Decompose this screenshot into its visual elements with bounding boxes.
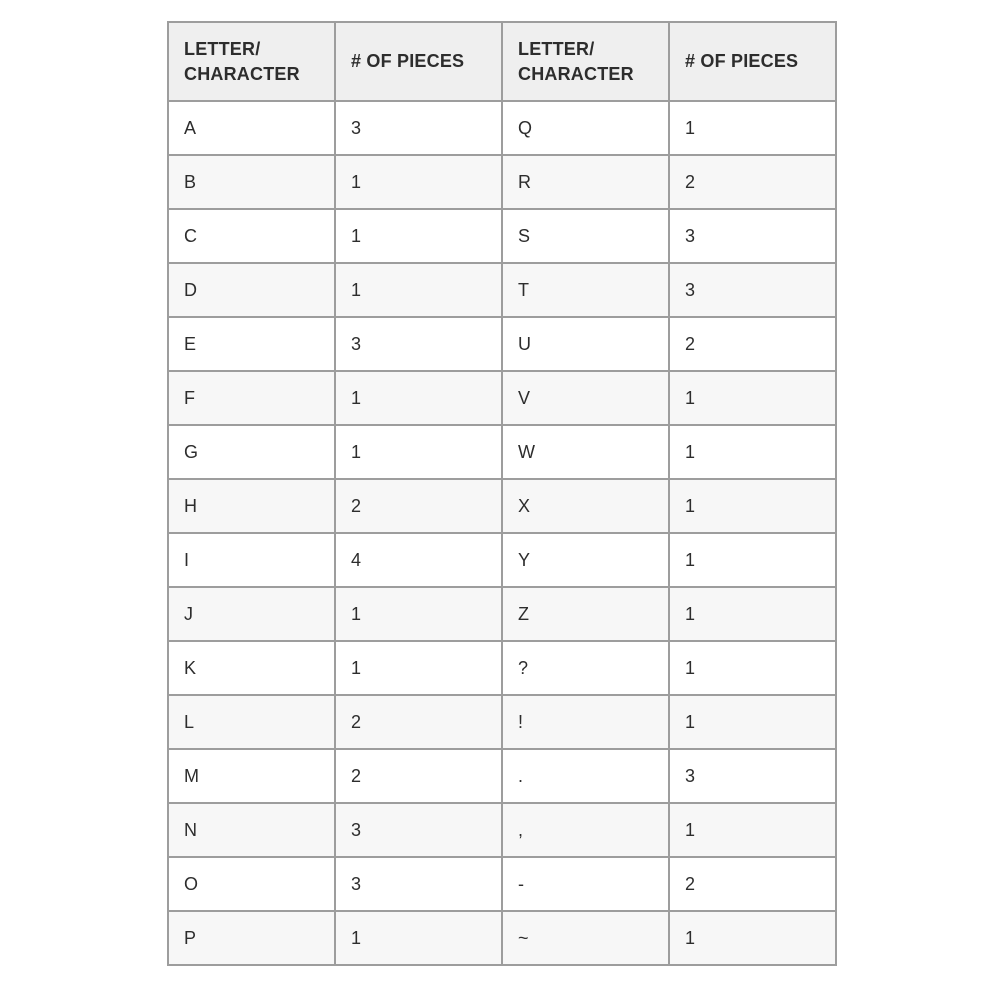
character-cell: H (168, 479, 335, 533)
pieces-cell: 3 (669, 263, 836, 317)
pieces-cell: 3 (335, 317, 502, 371)
pieces-cell: 1 (669, 695, 836, 749)
character-cell: - (502, 857, 669, 911)
pieces-cell: 1 (669, 101, 836, 155)
character-cell: T (502, 263, 669, 317)
character-cell: M (168, 749, 335, 803)
pieces-cell: 3 (335, 101, 502, 155)
pieces-cell: 2 (335, 695, 502, 749)
character-cell: X (502, 479, 669, 533)
pieces-cell: 1 (335, 371, 502, 425)
header-line: # OF PIECES (685, 51, 799, 72)
table-row (168, 263, 836, 317)
character-cell: C (168, 209, 335, 263)
table-row (168, 371, 836, 425)
character-cell: R (502, 155, 669, 209)
character-cell: E (168, 317, 335, 371)
header-line: CHARACTER (184, 63, 300, 84)
header-line: LETTER/ (184, 39, 261, 60)
pieces-cell: 3 (335, 857, 502, 911)
header-row (168, 22, 836, 101)
table-row (168, 803, 836, 857)
pieces-cell: 2 (335, 749, 502, 803)
pieces-cell: 2 (669, 857, 836, 911)
pieces-cell: 3 (669, 209, 836, 263)
pieces-cell: 3 (335, 803, 502, 857)
character-cell: I (168, 533, 335, 587)
table-body (168, 101, 836, 965)
character-cell: V (502, 371, 669, 425)
character-cell: J (168, 587, 335, 641)
character-cell: F (168, 371, 335, 425)
table-row (168, 101, 836, 155)
pieces-cell: 1 (669, 911, 836, 965)
table-row (168, 749, 836, 803)
character-cell: , (502, 803, 669, 857)
table-row (168, 425, 836, 479)
character-cell: ! (502, 695, 669, 749)
character-cell: U (502, 317, 669, 371)
pieces-cell: 4 (335, 533, 502, 587)
table-row (168, 857, 836, 911)
character-cell: P (168, 911, 335, 965)
pieces-cell: 1 (335, 911, 502, 965)
table-row (168, 317, 836, 371)
character-pieces-table (167, 21, 837, 966)
pieces-cell: 1 (335, 209, 502, 263)
character-cell: ? (502, 641, 669, 695)
pieces-cell: 1 (335, 641, 502, 695)
pieces-cell: 1 (669, 371, 836, 425)
header-line: # OF PIECES (351, 51, 465, 72)
pieces-cell: 3 (669, 749, 836, 803)
character-cell: L (168, 695, 335, 749)
table-row (168, 479, 836, 533)
character-cell: S (502, 209, 669, 263)
table-row (168, 641, 836, 695)
header-letter-character-left (168, 22, 335, 101)
character-cell: A (168, 101, 335, 155)
character-cell: . (502, 749, 669, 803)
character-cell: O (168, 857, 335, 911)
table-row (168, 533, 836, 587)
header-line: CHARACTER (518, 63, 634, 84)
pieces-cell: 1 (335, 155, 502, 209)
table-row (168, 155, 836, 209)
character-cell: Q (502, 101, 669, 155)
pieces-cell: 1 (669, 425, 836, 479)
pieces-cell: 1 (669, 803, 836, 857)
pieces-cell: 2 (669, 155, 836, 209)
table-row (168, 911, 836, 965)
header-line: LETTER/ (518, 39, 595, 60)
table-row (168, 695, 836, 749)
header-num-pieces-left (335, 22, 502, 101)
character-cell: Z (502, 587, 669, 641)
pieces-cell: 1 (335, 263, 502, 317)
character-cell: D (168, 263, 335, 317)
character-cell: K (168, 641, 335, 695)
character-cell: G (168, 425, 335, 479)
pieces-cell: 2 (669, 317, 836, 371)
table-row (168, 587, 836, 641)
pieces-cell: 1 (669, 533, 836, 587)
character-pieces-table-container (167, 21, 837, 966)
table-header (168, 22, 836, 101)
character-cell: N (168, 803, 335, 857)
pieces-cell: 1 (669, 641, 836, 695)
table-row (168, 209, 836, 263)
pieces-cell: 2 (335, 479, 502, 533)
pieces-cell: 1 (669, 587, 836, 641)
pieces-cell: 1 (335, 587, 502, 641)
character-cell: B (168, 155, 335, 209)
character-cell: W (502, 425, 669, 479)
pieces-cell: 1 (335, 425, 502, 479)
pieces-cell: 1 (669, 479, 836, 533)
header-letter-character-right (502, 22, 669, 101)
character-cell: ~ (502, 911, 669, 965)
header-num-pieces-right (669, 22, 836, 101)
character-cell: Y (502, 533, 669, 587)
